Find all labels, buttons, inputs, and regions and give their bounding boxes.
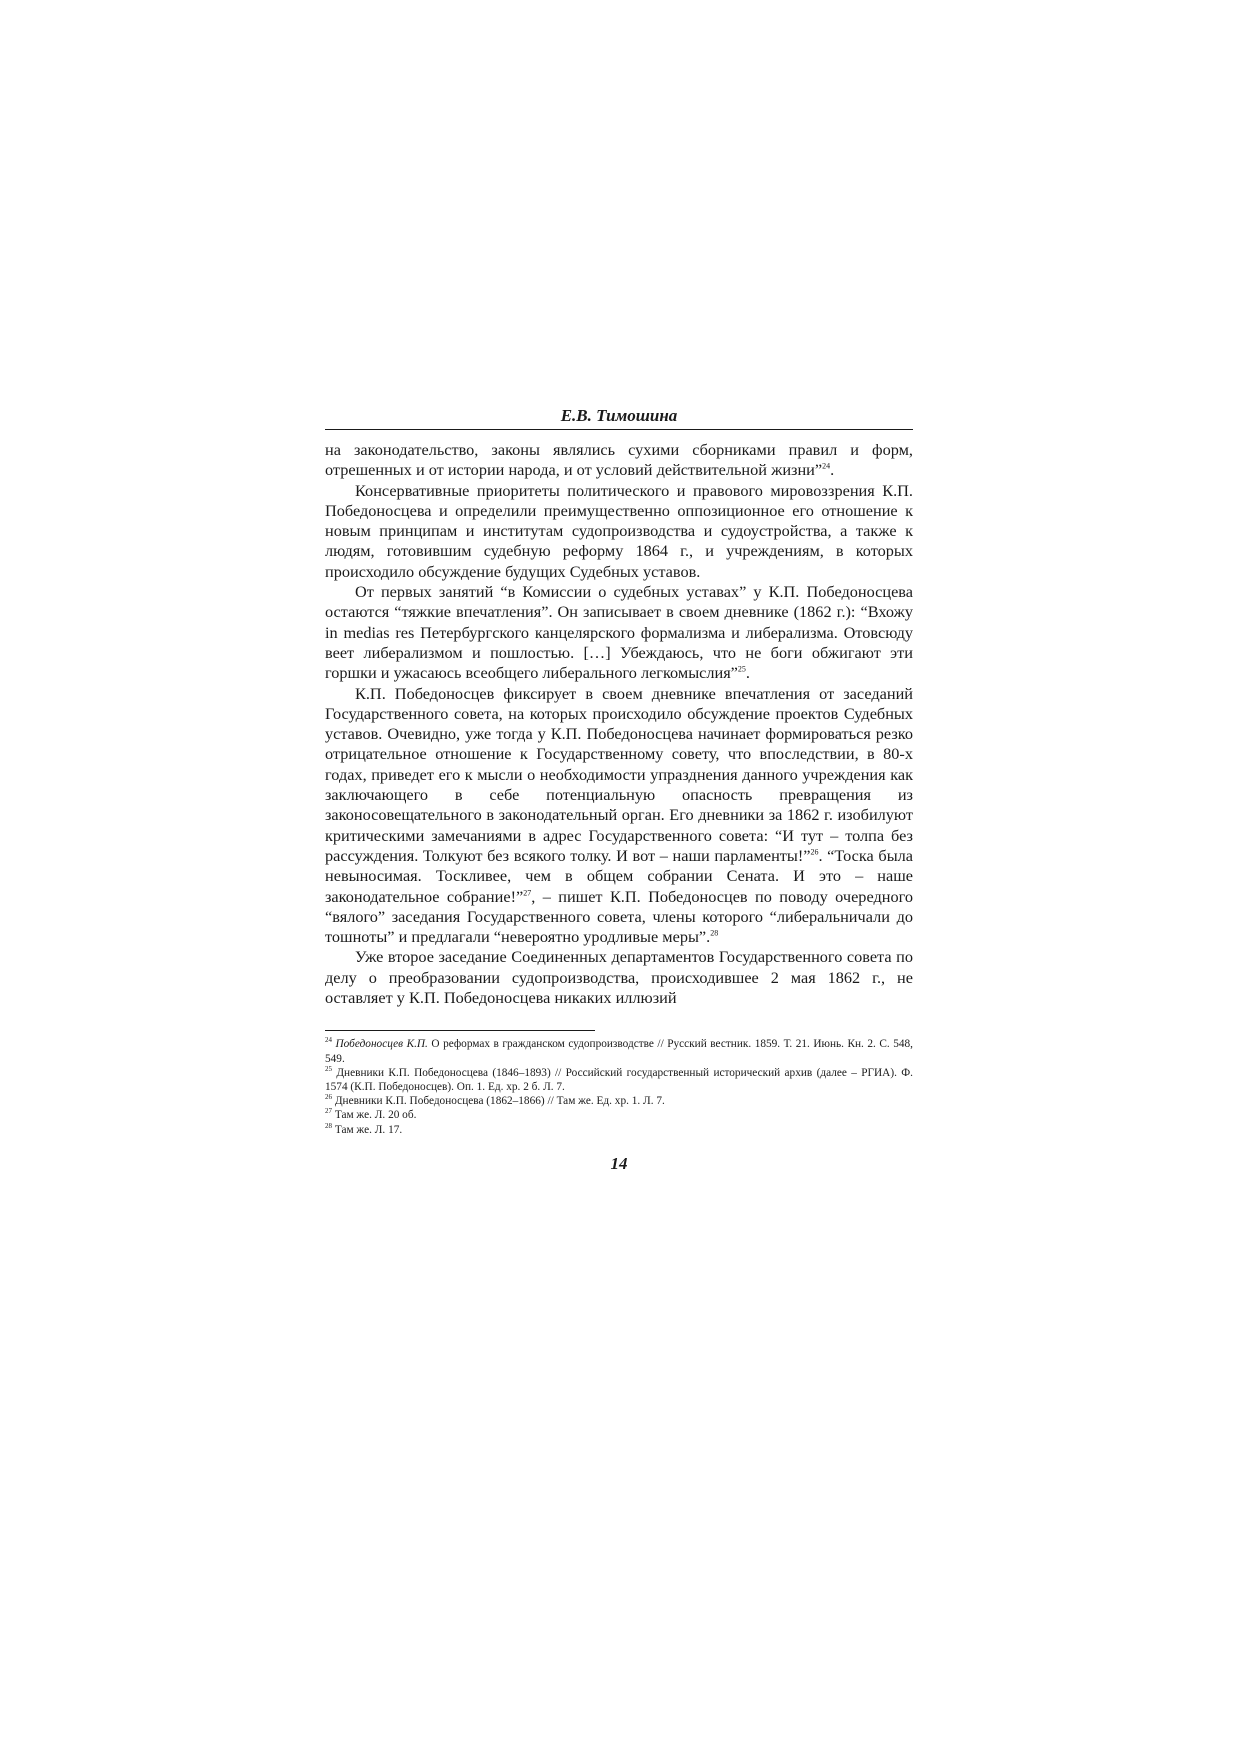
main-text [325, 440, 913, 1008]
footnote-ref-27[interactable]: 27 [523, 888, 532, 898]
paragraph-4: К.П. Победоносцев фиксирует в своем дневнике впечатления от заседаний Государственного совета, на которых происходило обсуждение проектов Судебных уставов. Очевидно, уже тогда у К.П. Победоносцева начинает формироваться резко отрицательное отношение к Государственному совету, что впоследствии, в 80-х годах, приведет его к мысли о необходимости упразднения данного учреждения как заключающего в себе потенциальную опасность превращения из законосовещательного в законодательный орган. Его дневники за 1862 г. изобилуют критическими замечаниями в адрес Государственного совета: “И тут – толпа без рассуждения. Толкуют без всякого толку. И вот – наши парламенты!”$^{26}$. “Тоска была невыносимая. Тоскливее, чем в общем собрании Сената. И это – наше законодательное собрание!”$^{27}$, – пишет К.П. Победоносцев по поводу очередного “вялого” заседания Государственного совета, члены которого “либеральничали до тошноты” и предлагали “невероятно уродливые меры”.$^{28}$ [325, 683, 914, 947]
footnote-ref-25[interactable]: 25 [737, 664, 746, 674]
paragraph-1: на законодательство, законы являлись сухими сборниками правил и форм, отрешенных и от истории народа, и от условий действительной жизни”$^{24}$. [325, 440, 913, 480]
page-number: 14 [610, 1153, 628, 1173]
paragraph-5: Уже второе заседание Соединенных департаментов Государственного совета по делу о преобразовании судопроизводства, происходившее 2 мая 1862 г., не оставляет у К.П. Победоносцева никаких иллюзий [325, 947, 913, 1008]
footnotes [325, 1037, 913, 1136]
footnote-ref-24[interactable]: 24 [822, 461, 831, 471]
footnote-26: $^{26}$ Дневники К.П. Победоносцева (1862–1866) // Там же. Ед. хр. 1. Л. 7. [325, 1093, 665, 1108]
paragraph-2: Консервативные приоритеты политического и правового мировоззрения К.П. Победоносцева и определили преимущественно оппозиционное его отношение к новым принципам и институтам судопроизводства и судоустройства, а также к людям, готовившим судебную реформу 1864 г., и учреждениям, в которых происходило обсуждение будущих Судебных уставов. [325, 480, 913, 581]
footnote-27: $^{27}$ Там же. Л. 20 об. [325, 1107, 417, 1122]
footnote-28: $^{28}$ Там же. Л. 17. [325, 1121, 403, 1136]
footnote-25: $^{25}$ Дневники К.П. Победоносцева (1846–1893) // Российский государственный исторический архив (далее – РГИА). Ф. 1574 (К.П. Победоносцев). Оп. 1. Ед. хр. 2 б. Л. 7. [325, 1064, 913, 1093]
running-head: Е.В. Тимошина [560, 406, 678, 425]
footnote-ref-28[interactable]: 28 [710, 928, 719, 938]
footnote-24: $^{24}$ Победоносцев К.П. О реформах в гражданском судопроизводстве // Русский вестник. 1859. Т. 21. Июнь. Кн. 2. С. 548, 549. [325, 1036, 914, 1065]
paragraph-3: От первых занятий “в Комиссии о судебных уставах” у К.П. Победоносцева остаются “тяжкие впечатления”. Он записывает в своем дневнике (1862 г.): “Вхожу in medias res Петербургского канцелярского формализма и либерализма. Отовсюду веет либерализмом и пошлостью. […] Убеждаюсь, что не боги обжигают эти горшки и ужасаюсь всеобщего либерального легкомыслия”$^{25}$. [325, 582, 913, 683]
book-page [325, 405, 913, 1174]
footnote-ref-26[interactable]: 26 [810, 847, 819, 857]
header-rule [325, 429, 913, 430]
footnote-author: Победоносцев К.П. [335, 1038, 428, 1051]
footnote-rule [325, 1030, 595, 1031]
